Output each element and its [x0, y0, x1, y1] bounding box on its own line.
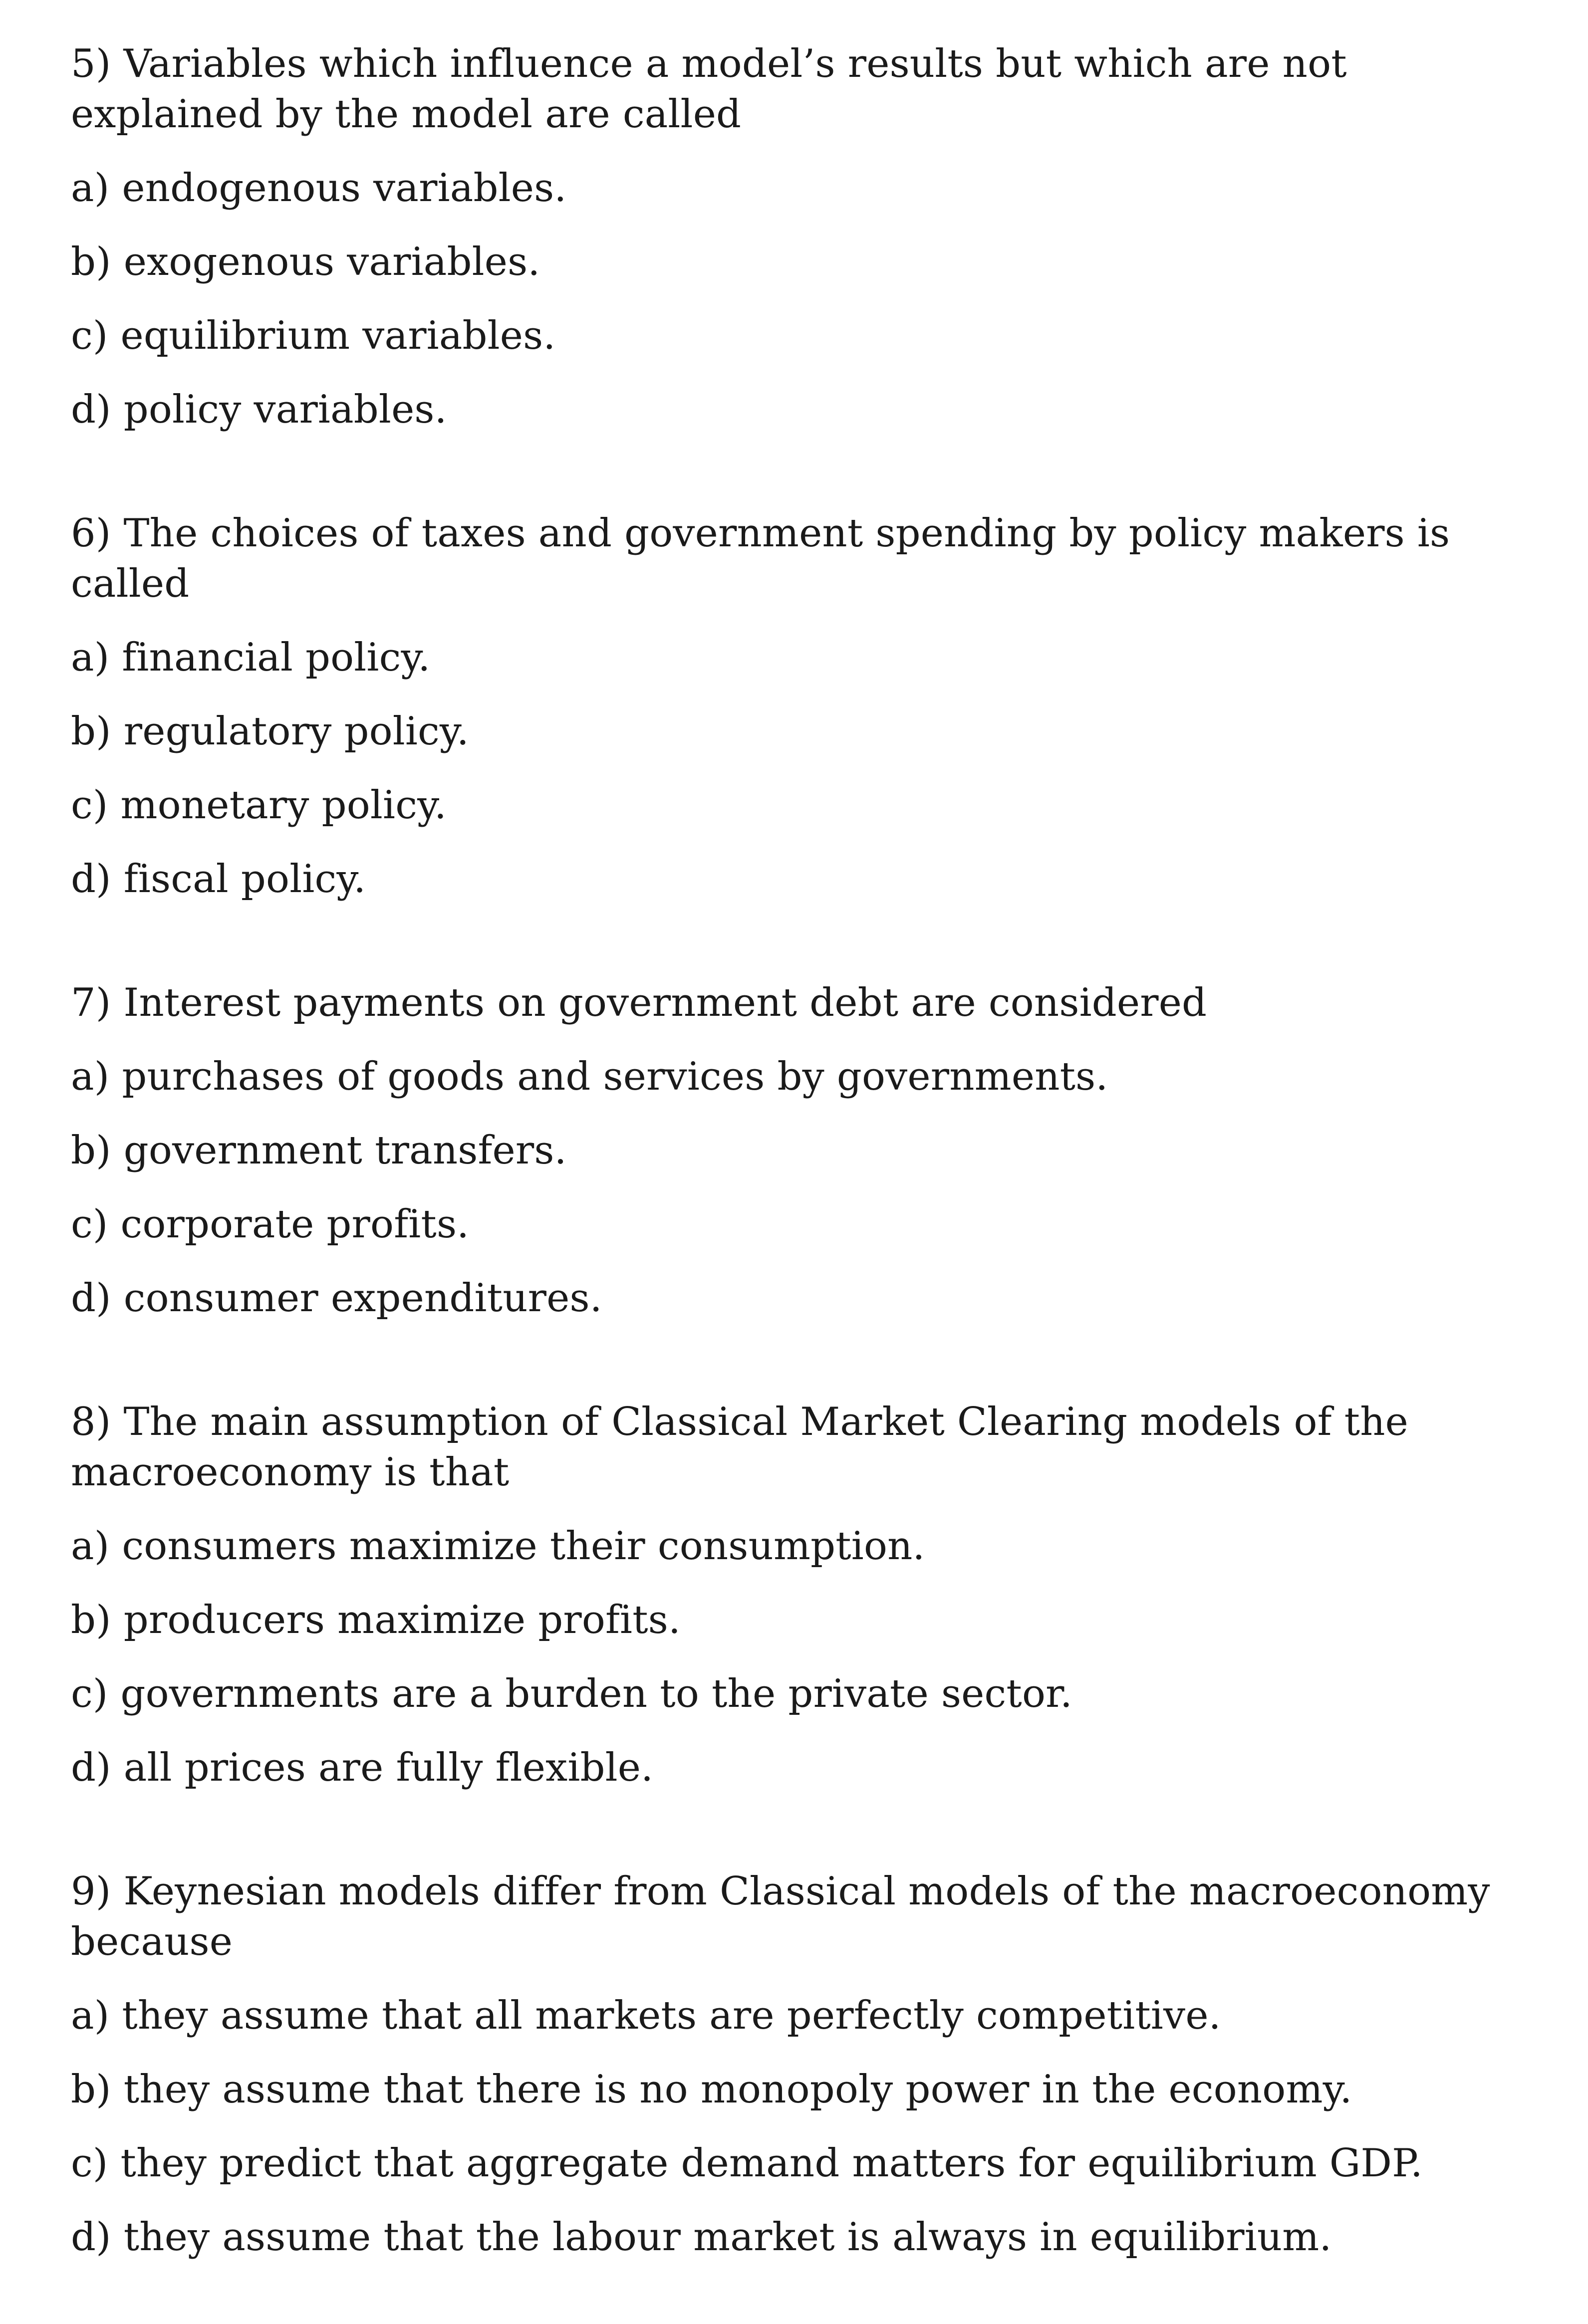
option-a: a) financial policy. [71, 635, 431, 680]
question-stem: 8) The main assumption of Classical Market Clearing models of the macroeconomy is that [71, 1399, 1409, 1495]
option-d: d) all prices are fully flexible. [71, 1745, 654, 1790]
option-list [71, 1521, 1508, 1793]
option-a: a) consumers maximize their consumption. [71, 1524, 925, 1569]
option-b: b) government transfers. [71, 1128, 567, 1173]
question-spacer [71, 905, 1508, 978]
option-b: b) they assume that there is no monopoly power in the economy. [71, 2067, 1352, 2112]
option-a: a) purchases of goods and services by governments. [71, 1054, 1108, 1099]
option-c: c) monetary policy. [71, 783, 447, 828]
option-c: c) corporate profits. [71, 1202, 470, 1247]
option-list [71, 1991, 1508, 2263]
option-d: d) they assume that the labour market is always in equilibrium. [71, 2215, 1332, 2260]
exam-page [71, 39, 1508, 2263]
option-c: c) they predict that aggregate demand matters for equilibrium GDP. [71, 2141, 1423, 2186]
option-b: b) regulatory policy. [71, 709, 469, 754]
option-a: a) endogenous variables. [71, 166, 567, 211]
option-d: d) consumer expenditures. [71, 1276, 602, 1321]
question-spacer [71, 1793, 1508, 1866]
option-d: d) policy variables. [71, 387, 447, 432]
option-d: d) fiscal policy. [71, 857, 366, 902]
option-list [71, 163, 1508, 435]
option-list [71, 1052, 1508, 1324]
question-8 [71, 1397, 1508, 1793]
question-5 [71, 39, 1508, 435]
question-9 [71, 1866, 1508, 2263]
option-c: c) governments are a burden to the private sector. [71, 1671, 1073, 1716]
question-spacer [71, 435, 1508, 508]
option-b: b) exogenous variables. [71, 239, 540, 284]
question-7 [71, 978, 1508, 1324]
question-stem: 7) Interest payments on government debt are considered [71, 980, 1207, 1025]
question-stem: 5) Variables which influence a model’s results but which are not explained by the model are called [71, 41, 1347, 137]
option-c: c) equilibrium variables. [71, 313, 556, 358]
option-b: b) producers maximize profits. [71, 1598, 681, 1642]
option-list [71, 633, 1508, 905]
question-stem: 9) Keynesian models differ from Classical models of the macroeconomy because [71, 1869, 1490, 1964]
question-spacer [71, 1324, 1508, 1397]
option-a: a) they assume that all markets are perfectly competitive. [71, 1993, 1221, 2038]
question-6 [71, 508, 1508, 905]
question-stem: 6) The choices of taxes and government spending by policy makers is called [71, 511, 1450, 606]
